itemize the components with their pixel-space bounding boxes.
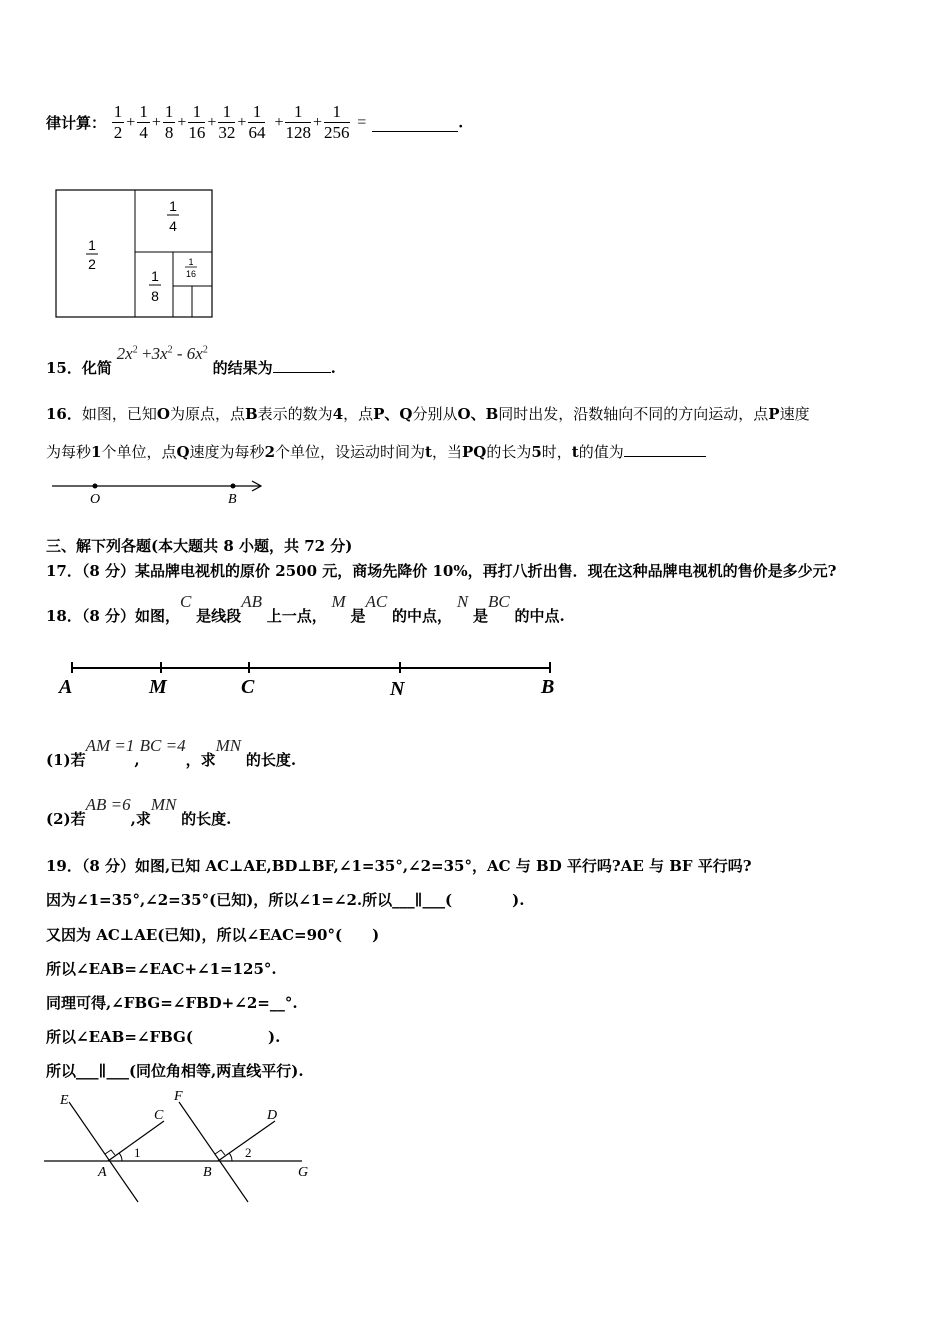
label-c: C: [154, 1108, 164, 1123]
text: 化简: [81, 359, 112, 377]
label-c: C: [241, 676, 255, 698]
period: .: [458, 113, 464, 132]
fraction-1-2: $\frac{1}{2}$: [113, 102, 123, 142]
right-angle-mark: [105, 1150, 115, 1155]
fraction-1-128: $\frac{1}{128}$: [285, 102, 311, 142]
plus-sign: +: [126, 113, 136, 131]
svg-text:2: 2: [88, 256, 96, 272]
segment-diagram: [55, 658, 565, 700]
label-sixteenth: [185, 257, 197, 279]
answer-blank: [624, 456, 706, 457]
label-d: D: [267, 1108, 278, 1123]
svg-text:1: 1: [151, 268, 159, 284]
question-number: 16．: [46, 405, 82, 423]
angle-arc: [229, 1153, 232, 1161]
question-19-line3: 又因为 AC⊥AE(已知)，所以∠EAC=90°( ): [46, 926, 380, 944]
question-19-line1: 19．（8 分）如图,已知 AC⊥AE,BD⊥BF,∠1=35°,∠2=35°，AC 与 BD 平行吗?AE 与 BF 平行吗?: [46, 857, 752, 875]
label-b: B: [541, 676, 555, 698]
question-19-line5: 同理可得,∠FBG=∠FBD+∠2=__°.: [46, 994, 298, 1012]
fraction-1-32: $\frac{1}{32}$: [218, 102, 236, 142]
question-19-line7: 所以___∥___(同位角相等,两直线平行).: [46, 1062, 304, 1080]
period: .: [330, 359, 336, 377]
question-number: 15．: [46, 359, 82, 377]
label-angle-2: 2: [245, 1145, 252, 1160]
plus-sign: +: [237, 113, 247, 131]
label-n: N: [390, 678, 405, 700]
point-b: [231, 484, 236, 489]
answer-blank: [372, 131, 458, 132]
equals-sign: =: [357, 113, 367, 131]
label-e: E: [60, 1093, 69, 1108]
question-16-line2: 为每秒1个单位，点Q速度为每秒2个单位，设运动时间为t，当PQ的长为5时，t的值为: [46, 441, 706, 462]
label-a: A: [98, 1165, 107, 1180]
plus-sign: +: [177, 113, 187, 131]
q14-formula: [46, 102, 463, 143]
point-o: [93, 484, 98, 489]
label-g: G: [298, 1165, 309, 1180]
fraction-1-256: $\frac{1}{256}$: [324, 102, 350, 142]
fraction-1-16: $\frac{1}{16}$: [188, 102, 206, 142]
line-bf: [179, 1102, 248, 1202]
fraction-square-diagram: [55, 189, 215, 319]
angle-arc: [119, 1153, 122, 1161]
question-18: 18．（8 分）如图，C 是线段AB 上一点， M 是AC 的中点， N 是BC 的中点.: [46, 592, 565, 625]
label-eighth: [149, 268, 161, 304]
question-16-line1: 16．如图，已知O为原点，点B表示的数为4，点P、Q分别从O、B同时出发，沿数轴向不同的方向运动，点P速度: [46, 405, 810, 423]
svg-text:8: 8: [151, 288, 159, 304]
svg-text:1: 1: [169, 198, 177, 214]
section-heading: 三、解下列各题(本大题共 8 小题，共 72 分): [46, 537, 353, 555]
outer-square: [56, 190, 212, 317]
label-a: A: [59, 676, 73, 698]
question-19-line2: 因为∠1=35°,∠2=35°(已知)，所以∠1=∠2.所以___∥___( ).: [46, 891, 525, 909]
label-quarter: [167, 198, 179, 234]
label-b: B: [228, 492, 237, 507]
plus-sign: +: [274, 113, 284, 131]
svg-text:1: 1: [188, 257, 194, 267]
right-angle-mark: [215, 1150, 225, 1155]
question-15: [46, 344, 336, 378]
label-half: [86, 237, 98, 272]
question-18-part2: (2)若AB =6,求MN 的长度.: [46, 795, 232, 828]
svg-text:4: 4: [169, 218, 177, 234]
answer-blank: [273, 372, 331, 373]
parallel-lines-figure: [42, 1088, 332, 1213]
label-angle-1: 1: [134, 1145, 141, 1160]
plus-sign: +: [312, 113, 323, 131]
question-19-line4: 所以∠EAB=∠EAC+∠1=125°.: [46, 960, 277, 978]
text: 的结果为: [212, 359, 273, 377]
plus-sign: +: [207, 113, 217, 131]
plus-sign: +: [151, 113, 161, 131]
fraction-1-64: $\frac{1}{64}$: [248, 102, 266, 142]
line-ae: [69, 1102, 138, 1202]
question-19-line6: 所以∠EAB=∠FBG( ).: [46, 1028, 281, 1046]
fraction-1-4: $\frac{1}{4}$: [139, 102, 148, 142]
q14-label: 律计算：: [46, 114, 107, 132]
question-18-part1: (1)若AM =1,BC =4，求MN 的长度.: [46, 736, 297, 769]
svg-text:16: 16: [185, 269, 197, 279]
number-axis: [50, 476, 270, 510]
label-b: B: [203, 1165, 212, 1180]
label-o: O: [90, 492, 101, 507]
question-17: 17．（8 分）某品牌电视机的原价 2500 元，商场先降价 10%，再打八折出售．现在这种品牌电视机的售价是多少元?: [46, 562, 837, 580]
svg-text:1: 1: [88, 237, 96, 253]
label-f: F: [174, 1089, 183, 1104]
math-expression: $2x^2 +3x^2 - 6x^2$: [116, 344, 208, 363]
fraction-1-8: $\frac{1}{8}$: [164, 102, 174, 142]
label-m: M: [149, 676, 167, 698]
